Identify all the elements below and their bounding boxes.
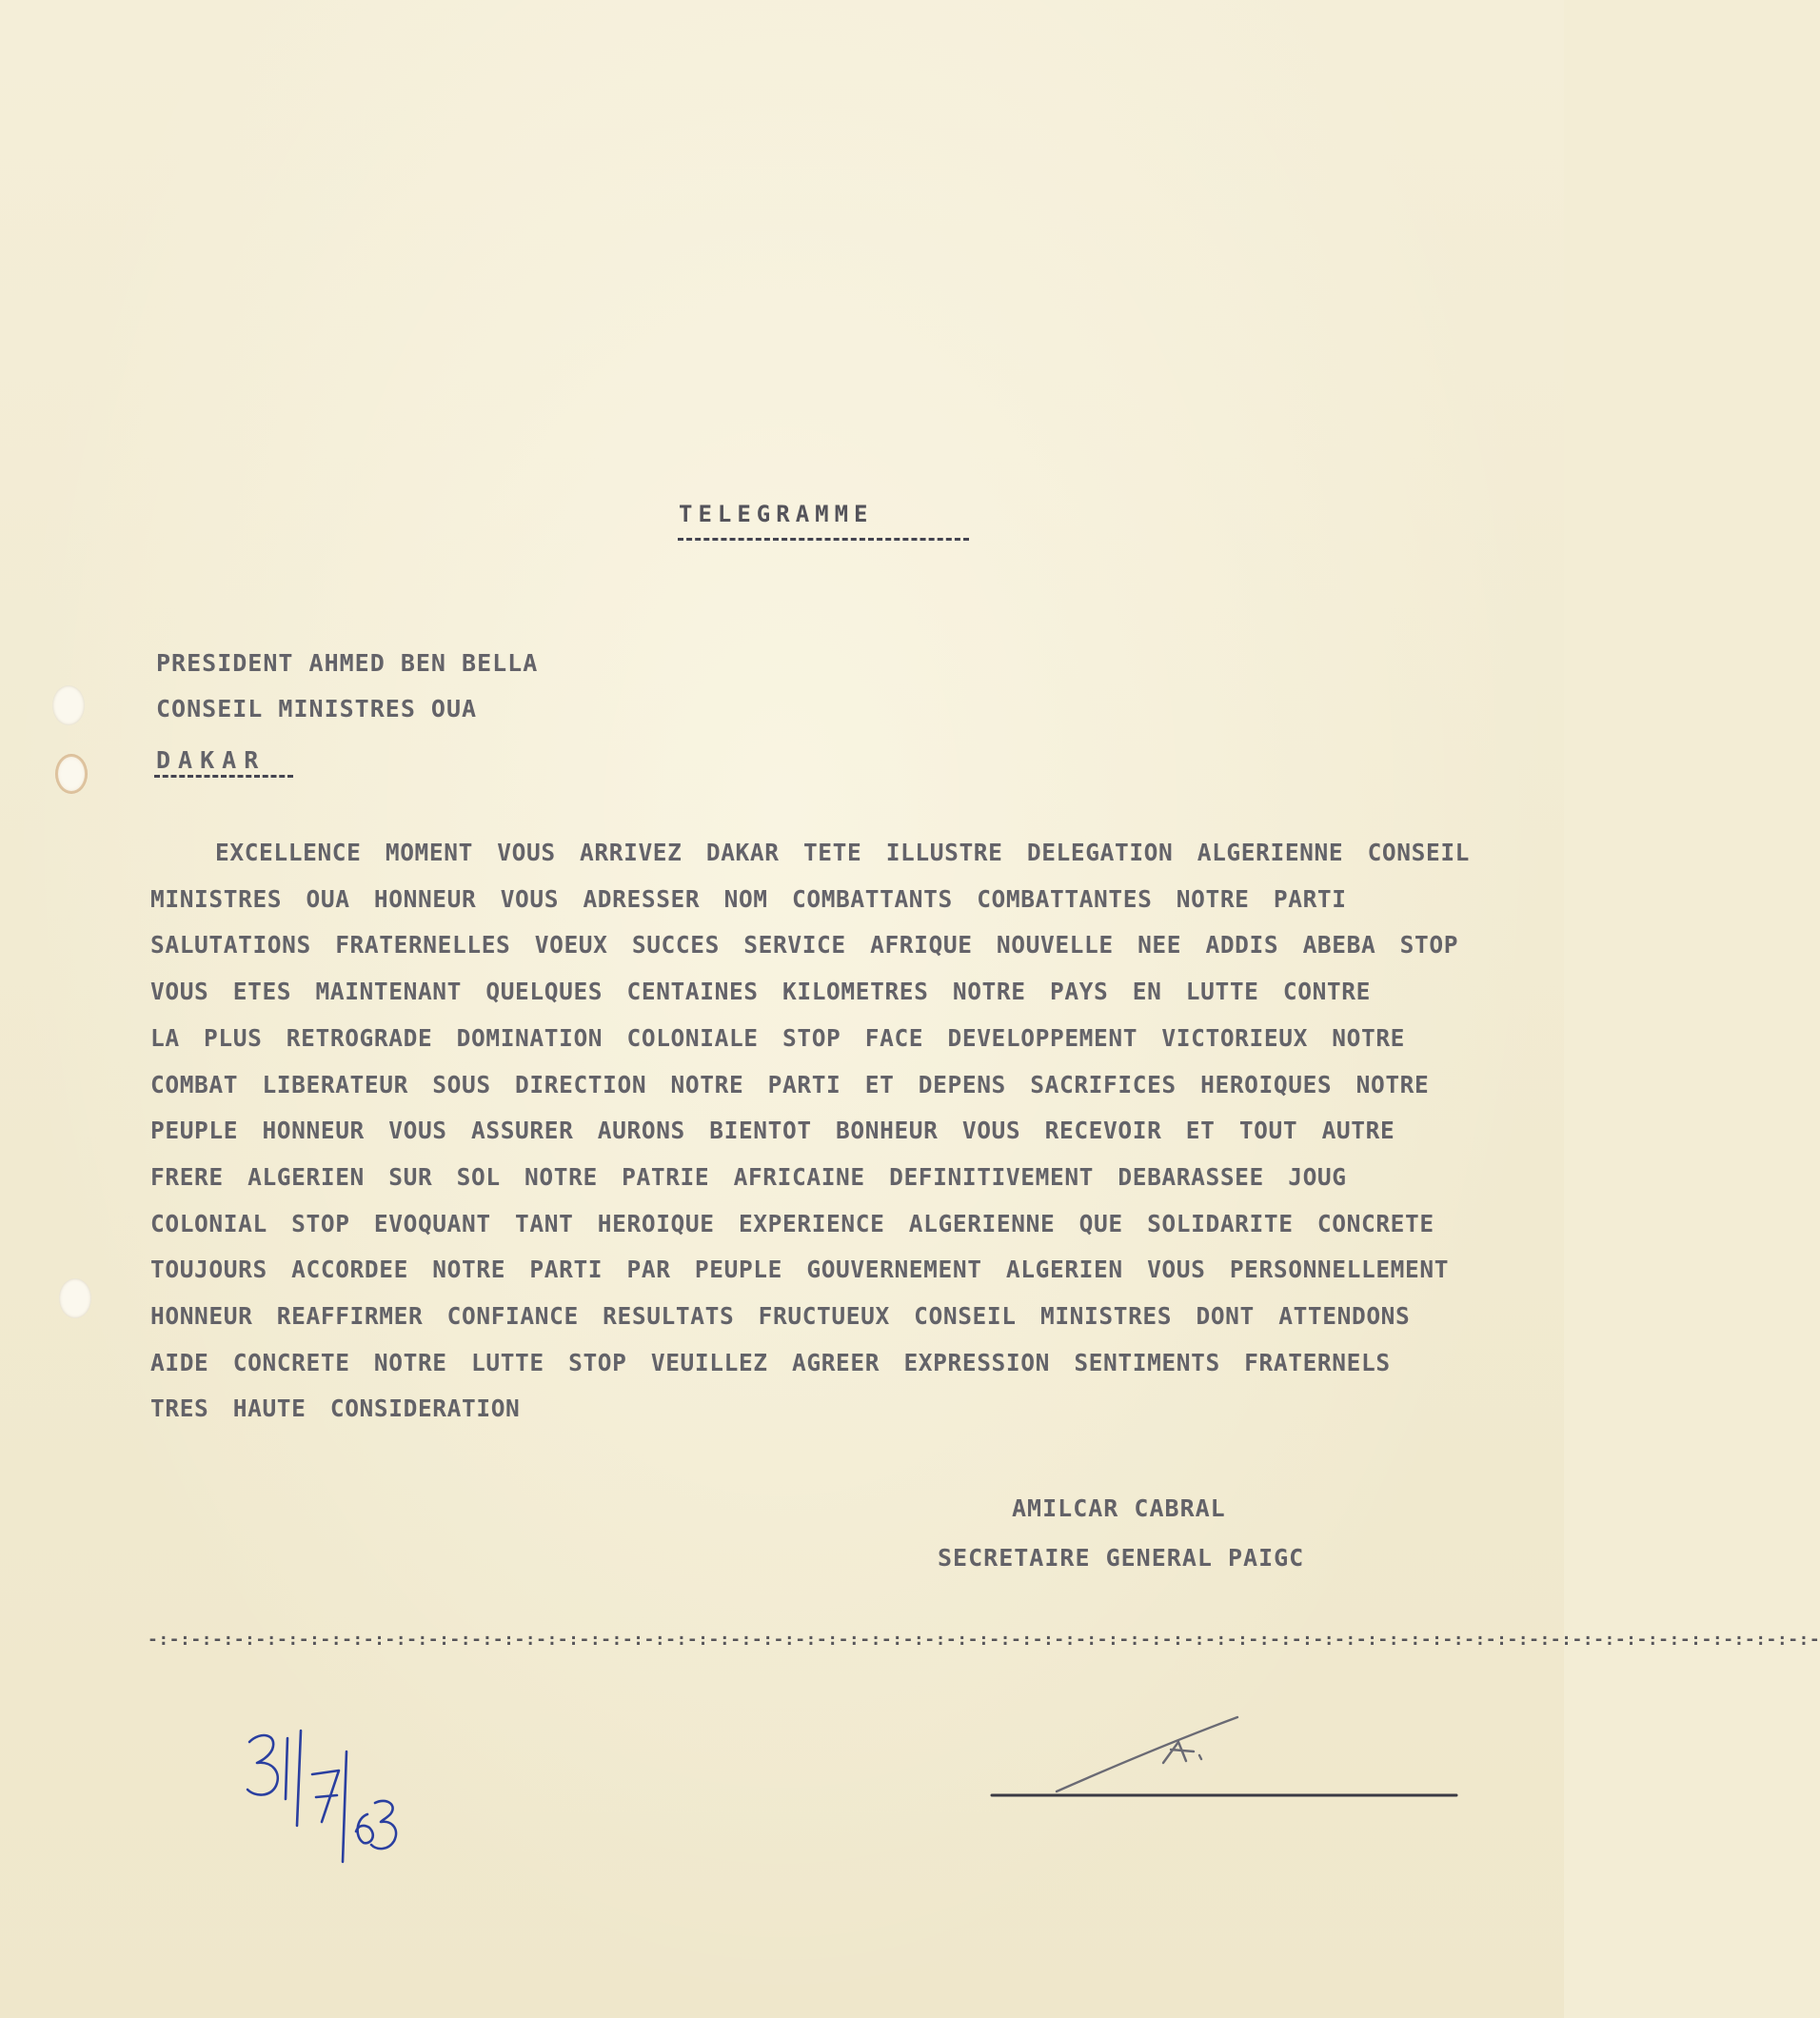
body-line: TOUJOURS ACCORDEE NOTRE PARTI PAR PEUPLE GOUVERNEMENT ALGERIEN VOUS PERSONNELLEMENT [150, 1256, 1450, 1284]
handwritten-date-text: 31/7/63 [244, 1723, 248, 1724]
addressee-line-1: PRESIDENT AHMED BEN BELLA [156, 649, 539, 677]
document-title: TELEGRAMME [679, 501, 874, 527]
addressee-line-2: CONSEIL MINISTRES OUA [156, 695, 478, 722]
body-line: PEUPLE HONNEUR VOUS ASSURER AURONS BIENTOT BONHEUR VOUS RECEVOIR ET TOUT AUTRE [150, 1117, 1395, 1145]
body-line: TRES HAUTE CONSIDERATION [150, 1395, 521, 1423]
signatory-name: AMILCAR CABRAL [1012, 1494, 1226, 1522]
body-line: EXCELLENCE MOMENT VOUS ARRIVEZ DAKAR TETE ILLUSTRE DELEGATION ALGERIENNE CONSEIL [215, 839, 1471, 866]
handwritten-date [244, 1723, 472, 1866]
body-line: SALUTATIONS FRATERNELLES VOEUX SUCCES SERVICE AFRIQUE NOUVELLE NEE ADDIS ABEBA STOP [150, 931, 1459, 960]
body-line: HONNEUR REAFFIRMER CONFIANCE RESULTATS FRUCTUEUX CONSEIL MINISTRES DONT ATTENDONS [150, 1302, 1411, 1331]
signatory-title: SECRETAIRE GENERAL PAIGC [938, 1544, 1305, 1572]
body-line: COMBAT LIBERATEUR SOUS DIRECTION NOTRE PARTI ET DEPENS SACRIFICES HEROIQUES NOTRE [150, 1070, 1430, 1098]
signature-mark [990, 1713, 1466, 1799]
city-underline [154, 775, 293, 778]
body-line: FRERE ALGERIEN SUR SOL NOTRE PATRIE AFRICAINE DEFINITIVEMENT DEBARASSEE JOUG [150, 1162, 1347, 1191]
page-mark [632, 1938, 642, 1951]
body-line: LA PLUS RETROGRADE DOMINATION COLONIALE STOP FACE DEVELOPPEMENT VICTORIEUX NOTRE [150, 1023, 1406, 1052]
body-line: MINISTRES OUA HONNEUR VOUS ADRESSER NOM COMBATTANTS COMBATTANTES NOTRE PARTI [150, 884, 1347, 913]
separator-line: -:-:-:-:-:-:-:-:-:-:-:-:-:-:-:-:-:-:-:-:-:-:-:-:-:-:-:-:-:-:-:-:-:-:-:-:-:-:-:-:-:-:-:-:-:-:-:-:-:-:-:-:-:-:-:-:-:-:-:-:-:-:-:-:-:-:-:-:-:-:-:-:-:-:-:-:-:- [148, 1630, 1820, 1650]
body-line: COLONIAL STOP EVOQUANT TANT HEROIQUE EXPERIENCE ALGERIENNE QUE SOLIDARITE CONCRETE [150, 1209, 1434, 1237]
telegram-body [150, 830, 1540, 1433]
body-line: AIDE CONCRETE NOTRE LUTTE STOP VEUILLEZ AGREER EXPRESSION SENTIMENTS FRATERNELS [150, 1348, 1391, 1376]
title-underline [678, 538, 969, 541]
punch-hole-bottom [59, 1278, 91, 1318]
punch-hole-top [52, 685, 85, 725]
body-line: VOUS ETES MAINTENANT QUELQUES CENTAINES KILOMETRES NOTRE PAYS EN LUTTE CONTRE [150, 978, 1371, 1006]
punch-hole-middle [55, 754, 88, 794]
addressee-city: DAKAR [156, 746, 267, 774]
